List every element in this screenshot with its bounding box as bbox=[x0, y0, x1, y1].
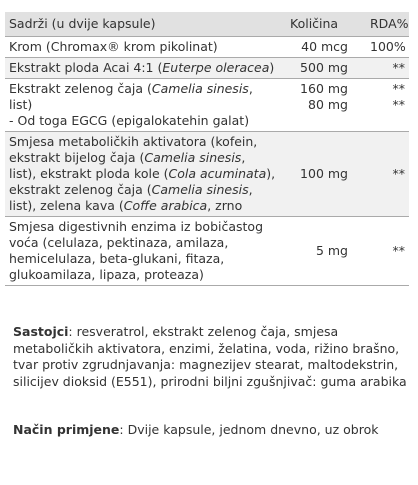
row-amount: 5 mg bbox=[280, 217, 366, 286]
row-name-text: Ekstrakt ploda Acai 4:1 ( bbox=[9, 60, 163, 75]
row-amount bbox=[280, 79, 366, 132]
row-name-text: ) bbox=[269, 60, 275, 75]
row-rda-value: ** bbox=[392, 81, 405, 96]
row-rda: ** bbox=[366, 58, 409, 79]
ingredients-label: Sastojci bbox=[13, 324, 69, 339]
row-name bbox=[5, 132, 280, 217]
row-name-text: Smjesa digestivnih enzima iz bobičastog voća (celulaza, pektinaza, amilaza, hemicelulaza, beta-glukani, fitaza, glukoamilaza, lipaza, proteaza) bbox=[9, 219, 264, 282]
row-name bbox=[5, 79, 280, 132]
row-amount: 100 mg bbox=[280, 132, 366, 217]
table-header-row bbox=[5, 12, 409, 37]
table-row bbox=[5, 79, 409, 132]
row-name-text: , list), zelena kava ( bbox=[9, 182, 253, 213]
row-rda bbox=[366, 79, 409, 132]
header-amount: Količina bbox=[280, 12, 366, 37]
row-name-text: Krom (Chromax® krom pikolinat) bbox=[9, 39, 218, 54]
row-name-latin: Coffe arabica bbox=[123, 198, 208, 213]
row-name-text: Ekstrakt zelenog čaja ( bbox=[9, 81, 152, 96]
row-name bbox=[5, 217, 280, 286]
row-rda: ** bbox=[366, 132, 409, 217]
usage-text: : Dvije kapsule, jednom dnevno, uz obrok bbox=[119, 422, 379, 437]
row-name bbox=[5, 37, 280, 58]
row-amount-value: 160 mg bbox=[300, 81, 348, 96]
table-row bbox=[5, 132, 409, 217]
ingredients-paragraph bbox=[13, 324, 408, 390]
row-name-text: , list), ekstrakt ploda kole ( bbox=[9, 150, 246, 181]
table-row bbox=[5, 37, 409, 58]
row-amount: 500 mg bbox=[280, 58, 366, 79]
usage-label: Način primjene bbox=[13, 422, 120, 437]
row-amount-value: 80 mg bbox=[308, 97, 348, 112]
row-rda-value: ** bbox=[392, 97, 405, 112]
row-name-latin: Cola acuminata bbox=[168, 166, 267, 181]
row-sub-name: - Od toga EGCG (epigalokatehin galat) bbox=[9, 113, 250, 128]
row-name-latin: Camelia sinesis bbox=[151, 81, 249, 96]
usage-paragraph bbox=[13, 422, 408, 439]
header-rda: RDA% bbox=[366, 12, 409, 37]
row-name-text: Smjesa metaboličkih aktivatora (kofein, ekstrakt bijelog čaja ( bbox=[9, 134, 258, 165]
row-name-text: ), ekstrakt zelenog čaja ( bbox=[9, 166, 276, 197]
table-row bbox=[5, 217, 409, 286]
row-name-latin: Camelia sinesis bbox=[144, 150, 242, 165]
row-rda: ** bbox=[366, 217, 409, 286]
table-row bbox=[5, 58, 409, 79]
row-name-text: , zrno bbox=[207, 198, 243, 213]
row-name-latin: Camelia sinesis bbox=[151, 182, 249, 197]
ingredients-text: : resveratrol, ekstrakt zelenog čaja, smjesa metaboličkih aktivatora, enzimi, želatina, voda, rižino brašno, tvar protiv zgrudnjavanja: magnezijev stearat, maltodekstrin, silicijev dioksid (E551), prirodni biljni zgušnjivač: guma arabika bbox=[13, 324, 407, 389]
row-amount: 40 mcg bbox=[280, 37, 366, 58]
row-rda: 100% bbox=[366, 37, 409, 58]
row-name-latin: Euterpe oleracea bbox=[162, 60, 270, 75]
supplement-facts-table bbox=[5, 12, 409, 286]
row-name-text: , list) bbox=[9, 81, 253, 112]
row-name bbox=[5, 58, 280, 79]
header-contents: Sadrži (u dvije kapsule) bbox=[5, 12, 280, 37]
